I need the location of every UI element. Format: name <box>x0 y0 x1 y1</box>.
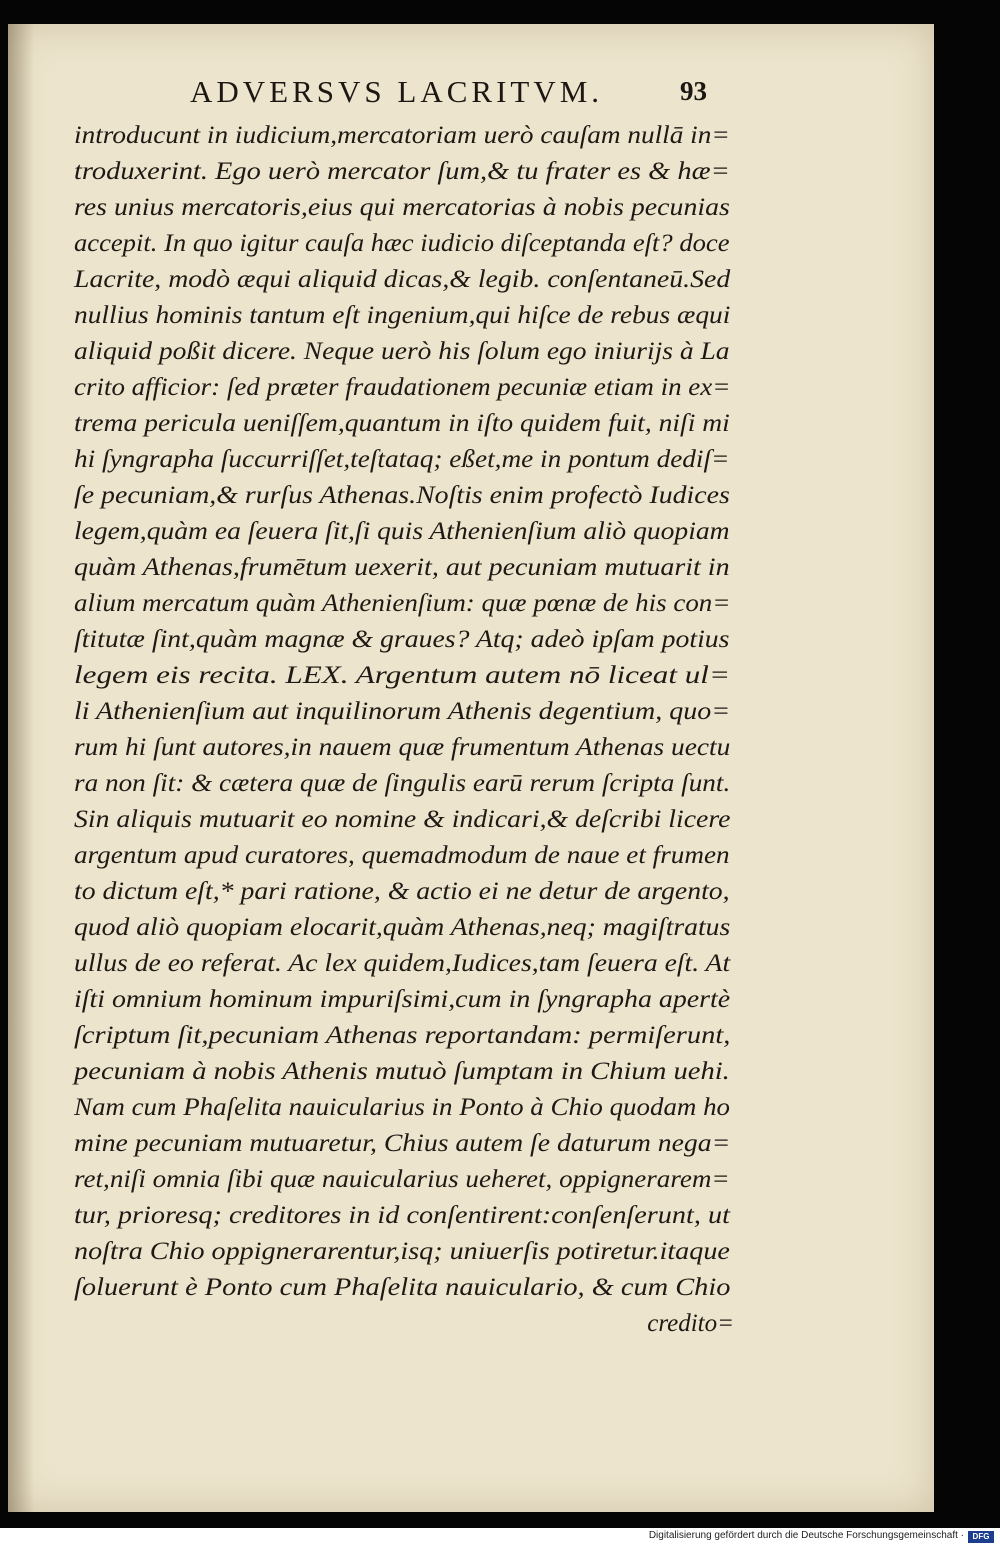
text-line: iſti omnium hominum impuriſsimi,cum in ſyngrapha apertè <box>74 986 731 1013</box>
text-line: ra non ſit: & cætera quæ de ſingulis earū rerum ſcripta ſunt. <box>74 770 731 797</box>
text-line: mine pecuniam mutuaretur, Chius autem ſe daturum nega= <box>74 1130 731 1157</box>
text-line: accepit. In quo igitur cauſa hæc iudicio diſceptanda eſt? doce <box>74 230 730 257</box>
text-line: crito afficior: ſed præter fraudationem pecuniæ etiam in ex= <box>74 374 731 401</box>
catchword: credito= <box>647 1310 734 1337</box>
text-line: pecuniam à nobis Athenis mutuò ſumptam in Chium uehi. <box>74 1058 730 1085</box>
running-head <box>178 74 878 114</box>
text-line: quàm Athenas,frumētum uexerit, aut pecuniam mutuarit in <box>74 554 730 581</box>
text-line: alium mercatum quàm Athenienſium: quæ pœnæ de his con= <box>74 590 731 617</box>
text-line: rum hi ſunt autores,in nauem quæ frumentum Athenas uectu <box>74 734 731 761</box>
text-line: nullius hominis tantum eſt ingenium,qui hiſce de rebus æqui <box>74 302 731 329</box>
text-line: ſtitutæ ſint,quàm magnæ & graues? Atq; adeò ipſam potius <box>74 626 730 653</box>
text-line: Sin aliquis mutuarit eo nomine & indicari,& deſcribi licere <box>74 806 731 833</box>
text-line: hi ſyngrapha ſuccurriſſet,teſtataq; eßet,me in pontum dediſ= <box>74 446 730 473</box>
text-line: trema pericula ueniſſem,quantum in iſto quidem fuit, niſi mi <box>74 410 730 437</box>
running-head-title: ADVERSVS LACRITVM. <box>190 74 604 109</box>
text-line: introducunt in iudicium,mercatoriam uerò cauſam nullā in= <box>74 122 730 149</box>
text-line: legem,quàm ea ſeuera ſit,ſi quis Athenienſium aliò quopiam <box>74 518 730 545</box>
text-line: quod aliò quopiam elocarit,quàm Athenas,neq; magiſtratus <box>74 914 731 941</box>
text-line: Nam cum Phaſelita nauicularius in Ponto à Chio quodam ho <box>74 1094 731 1121</box>
page-number: 93 <box>680 76 707 106</box>
text-line: to dictum eſt,* pari ratione, & actio ei ne detur de argento, <box>74 878 730 905</box>
text-line: noſtra Chio oppignerarentur,isq; uniuerſis potiretur.itaque <box>74 1238 730 1265</box>
text-line: ſe pecuniam,& rurſus Athenas.Noſtis enim profectò Iudices <box>74 482 730 509</box>
text-line: ſcriptum ſit,pecuniam Athenas reportandam: permiſerunt, <box>74 1022 731 1049</box>
text-line: ſoluerunt è Ponto cum Phaſelita nauiculario, & cum Chio <box>74 1274 731 1301</box>
text-line: Lacrite, modò æqui aliquid dicas,& legib. conſentaneū.Sed <box>74 266 731 293</box>
text-line: aliquid poßit dicere. Neque uerò his ſolum ego iniurijs à La <box>74 338 730 365</box>
text-line: troduxerint. Ego uerò mercator ſum,& tu frater es & hæ= <box>74 158 730 185</box>
text-line: ret,niſi omnia ſibi quæ nauicularius ueheret, oppignerarem= <box>74 1166 730 1193</box>
dfg-logo: DFG <box>968 1531 994 1543</box>
text-line: tur, prioresq; creditores in id conſentirent:conſenſerunt, ut <box>74 1202 730 1229</box>
text-line: legem eis recita. LEX. Argentum autem nō liceat ul= <box>74 662 730 689</box>
book-page <box>8 24 934 1512</box>
funding-credit: Digitalisierung gefördert durch die Deutsche Forschungsgemeinschaft · <box>648 1530 964 1541</box>
text-line: argentum apud curatores, quemadmodum de naue et frumen <box>74 842 730 869</box>
text-line: ullus de eo referat. Ac lex quidem,Iudices,tam ſeuera eſt. At <box>74 950 731 977</box>
text-line: res unius mercatoris,eius qui mercatorias à nobis pecunias <box>74 194 730 221</box>
text-line: li Athenienſium aut inquilinorum Athenis degentium, quo= <box>74 698 731 725</box>
digitization-footer <box>0 1528 1000 1546</box>
